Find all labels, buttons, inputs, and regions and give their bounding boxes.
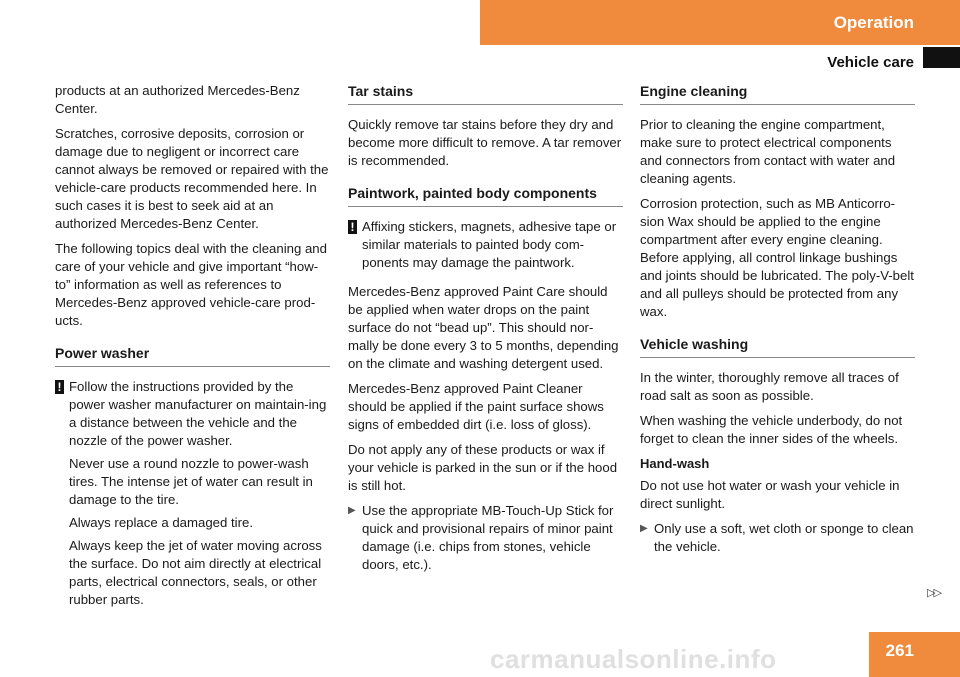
warning-text: Never use a round nozzle to power-wash tires. The intense jet of water can result in damage to the tire. (69, 456, 313, 507)
warning-icon: ! (55, 380, 64, 394)
instruction-step (640, 520, 915, 556)
warning-icon: ! (348, 220, 357, 234)
heading-power-washer: Power washer (55, 344, 330, 367)
subheading-hand-wash: Hand-wash (640, 456, 710, 471)
heading-vehicle-washing: Vehicle washing (640, 335, 915, 358)
paragraph: Scratches, corrosive deposits, corrosion or damage due to negligent or incorrect care cannot always be removed or repaired with the vehicle-care products recommended here. In such cases it is best to seek aid at an authorized Mercedes-Benz Center. (55, 126, 329, 231)
paragraph: Quickly remove tar stains before they dry and become more difficult to remove. A tar remover is recommended. (348, 117, 622, 168)
step-text: Only use a soft, wet cloth or sponge to clean the vehicle. (654, 521, 914, 554)
heading-paintwork: Paintwork, painted body components (348, 184, 623, 207)
warning-block (348, 218, 623, 277)
heading-engine-cleaning: Engine cleaning (640, 82, 915, 105)
paragraph: Corrosion protection, such as MB Anticorro-sion Wax should be applied to the engine compartment after every engine cleaning. Before applying, all control linkage bushings and joints should be lubricated. The poly-V-belt and all pulleys should be protected from any wax. (640, 196, 914, 319)
paragraph: Mercedes-Benz approved Paint Care should be applied when water drops on the paint surface do not “bead up”. This should nor-mally be done every 3 to 5 months, depending on the climate and washing detergent used. (348, 284, 619, 371)
step-text: Use the appropriate MB-Touch-Up Stick for quick and provisional repairs of minor paint damage (i.e. chips from stones, vehicle doors, etc.). (362, 503, 614, 572)
section-title: Operation (833, 12, 914, 32)
warning-text: Always replace a damaged tire. (69, 515, 253, 530)
warning-text: Follow the instructions provided by the power washer manufacturer on maintain-ing a distance between the vehicle and the nozzle of the power washer. (69, 379, 327, 448)
instruction-step (348, 502, 623, 574)
paragraph: When washing the vehicle underbody, do not forget to clean the inner sides of the wheels. (640, 413, 903, 446)
paragraph: The following topics deal with the cleaning and care of your vehicle and give important “how-to” information as well as references to Mercedes-Benz approved vehicle-care prod-ucts. (55, 241, 327, 328)
paragraph: In the winter, thoroughly remove all traces of road salt as soon as possible. (640, 370, 899, 403)
continue-icon: ▷▷ (927, 587, 940, 599)
chapter-marker (923, 47, 960, 68)
column-3 (640, 82, 915, 562)
warning-block (55, 378, 330, 614)
step-arrow-icon: ▶ (348, 505, 356, 516)
heading-tar-stains: Tar stains (348, 82, 623, 105)
chapter-title: Vehicle care (827, 54, 914, 71)
paragraph: Prior to cleaning the engine compartment, make sure to protect electrical components and connectors from contact with water and cleaning agents. (640, 117, 896, 186)
paragraph: Mercedes-Benz approved Paint Cleaner should be applied if the paint surface shows signs of embedded dirt (i.e. loss of gloss). (348, 381, 604, 432)
warning-body (362, 218, 623, 277)
warning-body (69, 378, 330, 614)
page-number: 261 (869, 632, 960, 677)
warning-text: Always keep the jet of water moving across the surface. Do not aim directly at electrical parts, electrical connectors, seals, or other rubber parts. (69, 538, 322, 607)
step-arrow-icon: ▶ (640, 523, 648, 534)
paragraph: products at an authorized Mercedes-Benz Center. (55, 83, 300, 116)
paragraph: Do not apply any of these products or wax if your vehicle is parked in the sun or if the hood is still hot. (348, 442, 618, 493)
warning-text: Affixing stickers, magnets, adhesive tape or similar materials to painted body com-ponents may damage the paintwork. (362, 219, 617, 270)
watermark: carmanualsonline.info (490, 644, 777, 674)
paragraph: Do not use hot water or wash your vehicle in direct sunlight. (640, 478, 900, 511)
column-2 (348, 82, 623, 580)
section-tab (480, 0, 960, 45)
column-1 (55, 82, 330, 620)
